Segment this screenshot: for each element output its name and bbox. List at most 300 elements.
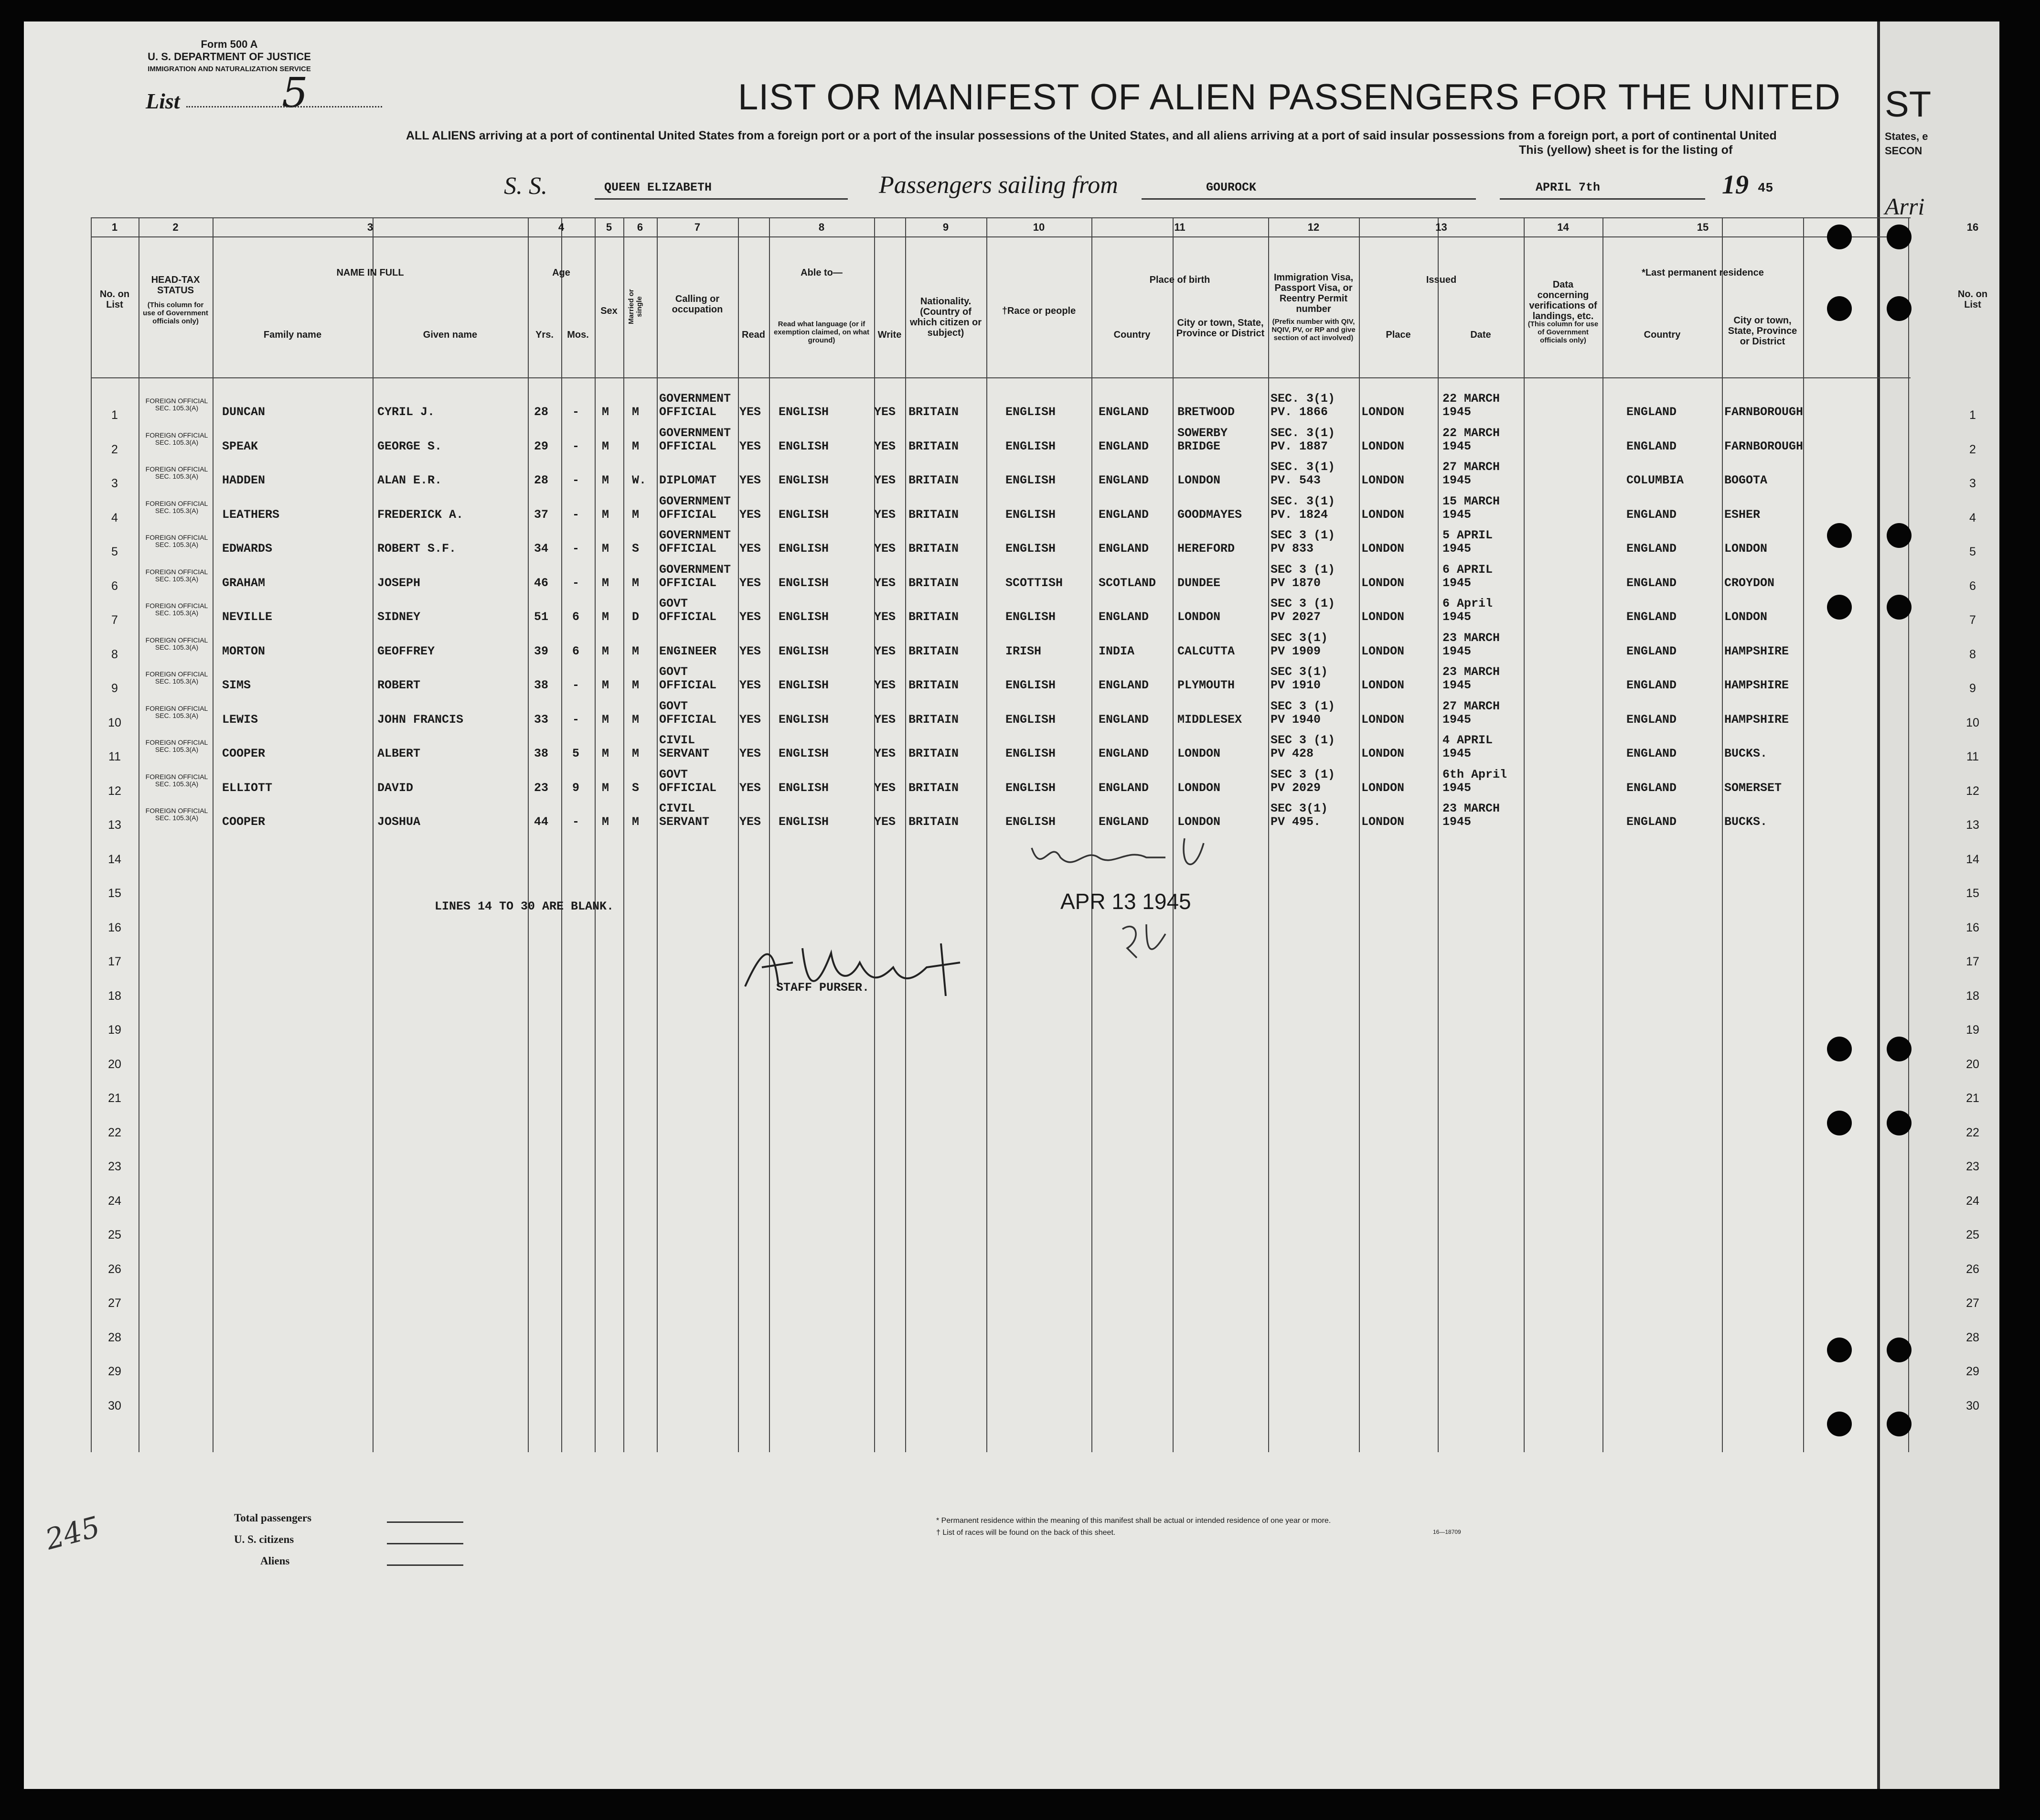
- occupation-line-2: OFFICIAL: [659, 405, 717, 419]
- occupation-line-2: OFFICIAL: [659, 610, 717, 624]
- row-number-right: 29: [1966, 1365, 1979, 1378]
- visa-number-line-2: PV. 1866: [1271, 405, 1328, 419]
- birth-country: ENGLAND: [1099, 747, 1149, 760]
- row-number-right: 22: [1966, 1125, 1979, 1139]
- read-language: ENGLISH: [779, 781, 829, 795]
- age-months: -: [572, 712, 580, 727]
- res-city: HAMPSHIRE: [1724, 678, 1789, 692]
- header-data-concerning: Data concerning verifications of landings, etc.: [1529, 279, 1597, 321]
- can-write: YES: [874, 439, 896, 453]
- row-number-right: 17: [1966, 955, 1979, 968]
- issue-date-line-1: 15 MARCH: [1442, 494, 1500, 508]
- occupation-line-1: GOVERNMENT: [659, 392, 731, 406]
- rule: [905, 217, 906, 1452]
- race: ENGLISH: [1005, 542, 1056, 556]
- header-married: Married or single: [627, 289, 643, 324]
- header-no-on-list: No. on List: [99, 289, 130, 310]
- visa-number-line-1: SEC 3 (1): [1271, 733, 1335, 747]
- rule: [657, 217, 658, 1452]
- nationality: BRITAIN: [908, 576, 959, 590]
- header-head-tax: HEAD-TAX STATUS: [151, 275, 200, 296]
- head-tax-stamp: FOREIGN OFFICIAL SEC. 105.3(A): [145, 465, 208, 480]
- punch-hole: [1887, 1338, 1912, 1362]
- sex: M: [602, 439, 609, 453]
- read-language: ENGLISH: [779, 507, 829, 522]
- occupation-line-1: GOVERNMENT: [659, 494, 731, 508]
- read-language: ENGLISH: [779, 576, 829, 590]
- row-number: 27: [108, 1296, 121, 1310]
- marital-status: M: [632, 678, 640, 692]
- issue-date-line-1: 22 MARCH: [1442, 426, 1500, 440]
- age-months: 6: [572, 644, 580, 658]
- col-num-15: 15: [1697, 221, 1709, 233]
- birth-city-line-1: SOWERBY: [1177, 426, 1228, 440]
- res-city: CROYDON: [1724, 576, 1775, 590]
- issue-date-line-2: 1945: [1442, 678, 1472, 692]
- age-years: 23: [534, 781, 549, 795]
- print-code: 16—18709: [1433, 1529, 1461, 1535]
- sex: M: [602, 678, 609, 692]
- rule: [595, 217, 596, 1452]
- res-country: ENGLAND: [1626, 576, 1677, 590]
- res-country: ENGLAND: [1626, 747, 1677, 760]
- row-number: 17: [108, 955, 121, 968]
- issue-date-line-1: 6 April: [1442, 597, 1493, 610]
- family-name: SPEAK: [222, 439, 258, 453]
- marital-status: M: [632, 747, 640, 760]
- nationality: BRITAIN: [908, 439, 959, 453]
- nationality: BRITAIN: [908, 678, 959, 692]
- issue-date-line-1: 6th April: [1442, 767, 1507, 782]
- issue-place: LONDON: [1361, 542, 1405, 556]
- visa-number-line-1: SEC 3(1): [1271, 802, 1328, 815]
- race: IRISH: [1005, 644, 1042, 658]
- issue-date-line-1: 5 APRIL: [1442, 528, 1493, 542]
- given-name: GEORGE S.: [377, 439, 442, 453]
- res-city: HAMPSHIRE: [1724, 644, 1789, 658]
- given-name: JOHN FRANCIS: [377, 712, 464, 727]
- header-last-residence: *Last permanent residence: [1642, 268, 1764, 278]
- col-num-1: 1: [111, 221, 118, 233]
- read-language: ENGLISH: [779, 712, 829, 727]
- birth-country: ENGLAND: [1099, 712, 1149, 727]
- row-number-right: 10: [1966, 716, 1979, 729]
- header-given-name: Given name: [423, 330, 478, 340]
- occupation-line-2: OFFICIAL: [659, 678, 717, 692]
- birth-city-line-2: HEREFORD: [1177, 542, 1235, 556]
- header-res-city: City or town, State, Province or District: [1728, 315, 1797, 347]
- birth-country: ENGLAND: [1099, 473, 1149, 487]
- issue-date-line-1: 23 MARCH: [1442, 631, 1500, 645]
- occupation-line-1: GOVERNMENT: [659, 426, 731, 440]
- issue-place: LONDON: [1361, 712, 1405, 727]
- punch-hole: [1887, 595, 1912, 620]
- occupation-line-1: GOVT: [659, 767, 688, 782]
- header-place-of-birth: Place of birth: [1149, 275, 1210, 285]
- birth-city-line-2: PLYMOUTH: [1177, 678, 1235, 692]
- departure-date: APRIL 7th: [1536, 181, 1601, 194]
- issue-date-line-1: 23 MARCH: [1442, 802, 1500, 815]
- col-num-14: 14: [1557, 221, 1569, 233]
- age-years: 38: [534, 678, 549, 692]
- list-label: List: [146, 89, 180, 113]
- issue-place: LONDON: [1361, 781, 1405, 795]
- age-years: 44: [534, 815, 549, 829]
- birth-city-line-2: BRETWOOD: [1177, 405, 1235, 419]
- row-number-right: 21: [1966, 1092, 1979, 1105]
- issue-date-line-2: 1945: [1442, 542, 1472, 556]
- can-read: YES: [739, 473, 761, 487]
- occupation-line-1: CIVIL: [659, 802, 695, 815]
- issue-place: LONDON: [1361, 439, 1405, 453]
- can-write: YES: [874, 473, 896, 487]
- row-number-right: 13: [1966, 818, 1979, 832]
- issue-date-line-1: 6 APRIL: [1442, 562, 1493, 577]
- given-name: CYRIL J.: [377, 405, 435, 419]
- header-age: Age: [552, 268, 570, 278]
- punch-hole: [1887, 1412, 1912, 1436]
- punch-hole: [1827, 1338, 1852, 1362]
- marital-status: M: [632, 644, 640, 658]
- can-write: YES: [874, 542, 896, 556]
- issue-place: LONDON: [1361, 405, 1405, 419]
- birth-country: ENGLAND: [1099, 405, 1149, 419]
- row-number-right: 7: [1969, 613, 1976, 627]
- row-number: 1: [111, 408, 118, 422]
- row-number: 7: [111, 613, 118, 627]
- header-no-on-list-right: No. on List: [1957, 289, 1988, 310]
- given-name: ALBERT: [377, 747, 421, 760]
- rule: [373, 217, 374, 1452]
- age-months: -: [572, 576, 580, 590]
- birth-city-line-2: LONDON: [1177, 815, 1221, 829]
- family-name: LEATHERS: [222, 507, 280, 522]
- header-issued-date: Date: [1470, 330, 1491, 340]
- issue-date-line-1: 23 MARCH: [1442, 665, 1500, 679]
- read-language: ENGLISH: [779, 815, 829, 829]
- visa-number-line-2: PV 2029: [1271, 781, 1321, 795]
- marital-status: M: [632, 439, 640, 453]
- footnote-residence: * Permanent residence within the meaning of this manifest shall be actual or intended residence of one year or more.: [936, 1517, 1331, 1525]
- visa-number-line-2: PV 1909: [1271, 644, 1321, 658]
- occupation-line-2: OFFICIAL: [659, 439, 717, 453]
- visa-number-line-2: PV. 1824: [1271, 507, 1328, 522]
- row-number-right: 6: [1969, 579, 1976, 593]
- head-tax-stamp: FOREIGN OFFICIAL SEC. 105.3(A): [145, 534, 208, 548]
- departure-port: GOUROCK: [1206, 181, 1257, 194]
- visa-number-line-2: PV. 543: [1271, 473, 1321, 487]
- row-number: 24: [108, 1194, 121, 1208]
- given-name: JOSHUA: [377, 815, 421, 829]
- header-res-country: Country: [1644, 330, 1681, 340]
- row-number-right: 15: [1966, 887, 1979, 900]
- marital-status: M: [632, 576, 640, 590]
- marital-status: M: [632, 815, 640, 829]
- given-name: FREDERICK A.: [377, 507, 464, 522]
- age-months: 6: [572, 610, 580, 624]
- head-tax-stamp: FOREIGN OFFICIAL SEC. 105.3(A): [145, 567, 208, 583]
- adjacent-line-1: States, e: [1885, 130, 1928, 142]
- res-city: HAMPSHIRE: [1724, 712, 1789, 727]
- row-number-right: 24: [1966, 1194, 1979, 1208]
- row-number-right: 28: [1966, 1330, 1979, 1344]
- occupation-line-2: OFFICIAL: [659, 781, 717, 795]
- can-write: YES: [874, 405, 896, 419]
- res-city: BUCKS.: [1724, 747, 1768, 760]
- adjacent-line-3: Arri: [1885, 193, 1925, 220]
- sex: M: [602, 405, 609, 419]
- year-prefix: 19: [1722, 170, 1749, 200]
- ss-label: S. S.: [504, 172, 547, 200]
- age-months: -: [572, 542, 580, 556]
- row-number-right: 26: [1966, 1262, 1979, 1276]
- res-country: ENGLAND: [1626, 439, 1677, 453]
- visa-number-line-1: SEC 3 (1): [1271, 597, 1335, 610]
- year-suffix: 45: [1758, 182, 1773, 196]
- header-sex: Sex: [600, 306, 618, 316]
- can-read: YES: [739, 610, 761, 624]
- row-number-right: 25: [1966, 1228, 1979, 1242]
- col-num-9: 9: [942, 221, 949, 233]
- head-tax-stamp: FOREIGN OFFICIAL SEC. 105.3(A): [145, 739, 208, 753]
- row-number-right: 14: [1966, 852, 1979, 866]
- issue-place: LONDON: [1361, 678, 1405, 692]
- nationality: BRITAIN: [908, 781, 959, 795]
- visa-number-line-2: PV 428: [1271, 747, 1314, 760]
- res-country: COLUMBIA: [1626, 473, 1684, 487]
- row-number-right: 20: [1966, 1057, 1979, 1071]
- age-months: -: [572, 473, 580, 487]
- punch-hole: [1827, 1111, 1852, 1135]
- given-name: ROBERT: [377, 678, 421, 692]
- issue-place: LONDON: [1361, 815, 1405, 829]
- issue-date-line-2: 1945: [1442, 405, 1472, 419]
- res-city: FARNBOROUGH: [1724, 405, 1804, 419]
- nationality: BRITAIN: [908, 712, 959, 727]
- row-number: 12: [108, 784, 121, 798]
- issue-date-line-2: 1945: [1442, 439, 1472, 453]
- read-language: ENGLISH: [779, 542, 829, 556]
- col-num-13: 13: [1435, 221, 1447, 233]
- visa-number-line-2: PV. 1887: [1271, 439, 1328, 453]
- rule: [1438, 217, 1439, 1452]
- head-tax-stamp: FOREIGN OFFICIAL SEC. 105.3(A): [145, 636, 208, 651]
- rule: [1803, 217, 1804, 1452]
- nationality: BRITAIN: [908, 405, 959, 419]
- nationality: BRITAIN: [908, 815, 959, 829]
- occupation-line-2: SERVANT: [659, 747, 710, 760]
- can-read: YES: [739, 781, 761, 795]
- marital-status: M: [632, 405, 640, 419]
- punch-hole: [1827, 595, 1852, 620]
- age-months: -: [572, 815, 580, 829]
- marital-status: S: [632, 781, 640, 795]
- race: ENGLISH: [1005, 747, 1056, 760]
- birth-country: ENGLAND: [1099, 542, 1149, 556]
- row-number: 16: [108, 921, 121, 934]
- head-tax-stamp: FOREIGN OFFICIAL SEC. 105.3(A): [145, 431, 208, 446]
- head-tax-stamp: FOREIGN OFFICIAL SEC. 105.3(A): [145, 704, 208, 719]
- us-citizens-label: U. S. citizens: [234, 1533, 294, 1545]
- nationality: BRITAIN: [908, 507, 959, 522]
- marital-status: M: [632, 712, 640, 727]
- col-num-4: 4: [558, 221, 565, 233]
- age-years: 29: [534, 439, 549, 453]
- row-number-right: 8: [1969, 647, 1976, 661]
- row-number: 18: [108, 989, 121, 1003]
- birth-country: ENGLAND: [1099, 507, 1149, 522]
- rule: [1722, 217, 1723, 1452]
- head-tax-stamp: FOREIGN OFFICIAL SEC. 105.3(A): [145, 499, 208, 514]
- row-number-right: 23: [1966, 1160, 1979, 1173]
- given-name: ALAN E.R.: [377, 473, 442, 487]
- staff-purser-label: STAFF PURSER.: [776, 981, 870, 995]
- issue-date-line-2: 1945: [1442, 576, 1472, 590]
- blank-lines-note: LINES 14 TO 30 ARE BLANK.: [435, 899, 614, 913]
- race: ENGLISH: [1005, 439, 1056, 453]
- can-read: YES: [739, 712, 761, 727]
- header-age-mos: Mos.: [567, 330, 589, 340]
- sex: M: [602, 473, 609, 487]
- birth-country: ENGLAND: [1099, 781, 1149, 795]
- given-name: ROBERT S.F.: [377, 542, 457, 556]
- visa-number-line-2: PV 495.: [1271, 815, 1321, 829]
- row-number-right: 5: [1969, 545, 1976, 558]
- visa-number-line-1: SEC. 3(1): [1271, 494, 1335, 508]
- row-number: 10: [108, 716, 121, 729]
- rule: [1602, 217, 1603, 1452]
- race: SCOTTISH: [1005, 576, 1063, 590]
- punch-hole: [1827, 1037, 1852, 1061]
- total-passengers-label: Total passengers: [234, 1512, 312, 1524]
- visa-number-line-1: SEC 3 (1): [1271, 699, 1335, 713]
- family-name: LEWIS: [222, 712, 258, 727]
- race: ENGLISH: [1005, 815, 1056, 829]
- race: ENGLISH: [1005, 712, 1056, 727]
- given-name: DAVID: [377, 781, 414, 795]
- family-name: MORTON: [222, 644, 266, 658]
- rule: [528, 217, 529, 1452]
- read-language: ENGLISH: [779, 644, 829, 658]
- manifest-subtitle: ALL ALIENS arriving at a port of continental United States from a foreign port or a port of the insular possessions of the United States, and all aliens arriving at a port of said insular possessions from a foreign port, a port of continental United: [406, 129, 1777, 142]
- row-number: 28: [108, 1330, 121, 1344]
- visa-number-line-2: PV 2027: [1271, 610, 1321, 624]
- visa-number-line-1: SEC. 3(1): [1271, 392, 1335, 406]
- row-number-right: 19: [1966, 1023, 1979, 1037]
- issue-place: LONDON: [1361, 473, 1405, 487]
- adjacent-line-2: SECON: [1885, 145, 1923, 157]
- age-years: 34: [534, 542, 549, 556]
- sex: M: [602, 644, 609, 658]
- age-months: -: [572, 439, 580, 453]
- race: ENGLISH: [1005, 473, 1056, 487]
- res-country: ENGLAND: [1626, 542, 1677, 556]
- birth-city-line-2: GOODMAYES: [1177, 507, 1242, 522]
- header-issued-place: Place: [1386, 330, 1411, 340]
- visa-number-line-1: SEC. 3(1): [1271, 426, 1335, 440]
- can-read: YES: [739, 542, 761, 556]
- given-name: SIDNEY: [377, 610, 421, 624]
- occupation-line-2: OFFICIAL: [659, 507, 717, 522]
- birth-city-line-2: LONDON: [1177, 781, 1221, 795]
- issue-date-line-2: 1945: [1442, 781, 1472, 795]
- col-num-12: 12: [1307, 221, 1320, 233]
- row-number-right: 3: [1969, 477, 1976, 490]
- occupation-line-1: GOVERNMENT: [659, 562, 731, 577]
- res-country: ENGLAND: [1626, 644, 1677, 658]
- visa-number-line-1: SEC 3(1): [1271, 631, 1328, 645]
- row-number: 5: [111, 545, 118, 558]
- occupation-line-1: GOVT: [659, 699, 688, 713]
- manifest-table: [91, 217, 1988, 1452]
- col-num-7: 7: [694, 221, 701, 233]
- res-country: ENGLAND: [1626, 405, 1677, 419]
- row-number-right: 30: [1966, 1399, 1979, 1413]
- res-city: LONDON: [1724, 610, 1768, 624]
- occupation-line-1: GOVERNMENT: [659, 528, 731, 542]
- occupation-line-1: GOVT: [659, 665, 688, 679]
- row-number: 19: [108, 1023, 121, 1037]
- rule: [1524, 217, 1525, 1452]
- can-write: YES: [874, 507, 896, 522]
- occupation-line-2: DIPLOMAT: [659, 473, 717, 487]
- read-language: ENGLISH: [779, 610, 829, 624]
- punch-hole: [1827, 296, 1852, 321]
- read-language: ENGLISH: [779, 747, 829, 760]
- manifest-subtitle-2: This (yellow) sheet is for the listing of: [1519, 143, 1733, 157]
- head-tax-stamp: FOREIGN OFFICIAL SEC. 105.3(A): [145, 670, 208, 685]
- punch-hole: [1827, 1412, 1852, 1436]
- family-name: GRAHAM: [222, 576, 266, 590]
- can-write: YES: [874, 576, 896, 590]
- visa-number-line-2: PV 833: [1271, 542, 1314, 556]
- header-data-note: (This column for use of Government officials only): [1527, 320, 1599, 344]
- visa-number-line-2: PV 1940: [1271, 712, 1321, 727]
- rule: [738, 217, 739, 1452]
- birth-country: SCOTLAND: [1099, 576, 1156, 590]
- issue-date-line-1: 27 MARCH: [1442, 460, 1500, 474]
- ship-underline: [595, 198, 848, 200]
- issue-date-line-1: 27 MARCH: [1442, 699, 1500, 713]
- age-months: -: [572, 678, 580, 692]
- row-number-right: 2: [1969, 442, 1976, 456]
- row-number-right: 27: [1966, 1296, 1979, 1310]
- col-num-16: 16: [1966, 221, 1979, 233]
- col-num-2: 2: [172, 221, 179, 233]
- row-number: 14: [108, 852, 121, 866]
- given-name: JOSEPH: [377, 576, 421, 590]
- given-name: GEOFFREY: [377, 644, 435, 658]
- res-country: ENGLAND: [1626, 610, 1677, 624]
- age-years: 28: [534, 405, 549, 419]
- age-years: 39: [534, 644, 549, 658]
- margin-number: 245: [42, 1510, 104, 1557]
- can-read: YES: [739, 747, 761, 760]
- rule: [874, 217, 875, 1452]
- issue-date-line-2: 1945: [1442, 473, 1472, 487]
- res-country: ENGLAND: [1626, 815, 1677, 829]
- row-number: 20: [108, 1057, 121, 1071]
- header-birth-city: City or town, State, Province or District: [1176, 318, 1265, 339]
- birth-city-line-2: LONDON: [1177, 610, 1221, 624]
- nationality: BRITAIN: [908, 747, 959, 760]
- family-name: ELLIOTT: [222, 781, 273, 795]
- adjacent-title-fragment: ST: [1885, 84, 1932, 125]
- issue-place: LONDON: [1361, 644, 1405, 658]
- birth-country: ENGLAND: [1099, 439, 1149, 453]
- res-country: ENGLAND: [1626, 712, 1677, 727]
- race: ENGLISH: [1005, 610, 1056, 624]
